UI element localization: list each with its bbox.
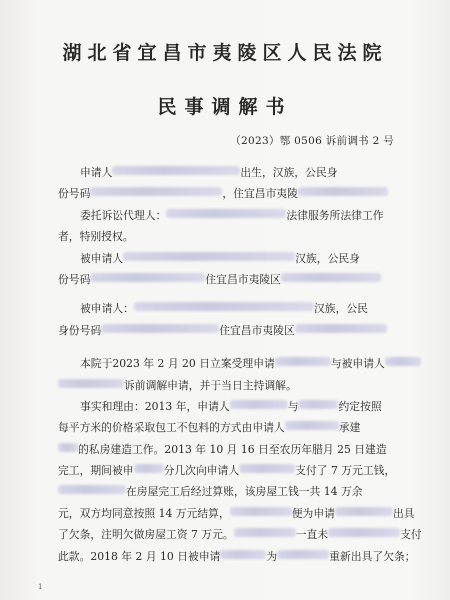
redaction bbox=[58, 443, 78, 452]
redaction bbox=[112, 166, 240, 175]
respondent-2-paragraph bbox=[58, 298, 396, 341]
redaction bbox=[275, 357, 331, 366]
redaction bbox=[234, 528, 296, 537]
redaction bbox=[385, 357, 421, 366]
text: 与 bbox=[287, 399, 299, 413]
redaction bbox=[328, 528, 400, 537]
text: 与被申请人 bbox=[330, 357, 385, 371]
redaction bbox=[101, 324, 219, 333]
text: 了欠条，注明欠做房屋工资 7 万元。 bbox=[58, 528, 234, 542]
text: 出具 bbox=[392, 506, 415, 520]
redaction bbox=[134, 464, 164, 473]
document-body bbox=[58, 162, 422, 567]
applicant-label: 申请人 bbox=[80, 166, 113, 179]
redaction bbox=[298, 187, 388, 196]
text: 委托诉讼代理人： bbox=[80, 208, 167, 222]
text: 者，特别授权。 bbox=[58, 230, 134, 244]
text: 住宜昌市夷陵区 bbox=[219, 323, 295, 337]
text: 汉族，公民 bbox=[313, 302, 368, 316]
text: 本院于2023 年 2 月 20 日立案受理申请 bbox=[80, 357, 275, 371]
text: 诉前调解申请，并于当日主持调解。 bbox=[124, 378, 297, 392]
text: 一直未 bbox=[295, 528, 329, 542]
filing-paragraph bbox=[58, 353, 396, 396]
text: ，住宜昌市夷陵 bbox=[222, 187, 298, 201]
text: 被申请人： bbox=[80, 302, 134, 316]
redaction bbox=[230, 507, 292, 516]
facts-paragraph bbox=[58, 396, 422, 567]
text: 重新出具了欠条； bbox=[329, 549, 416, 563]
redaction bbox=[123, 252, 295, 261]
text: 份号码 bbox=[58, 187, 91, 201]
redaction bbox=[134, 302, 314, 311]
text: 每平方米的价格采取包工不包料的方式由申请人 bbox=[58, 421, 285, 435]
text: 的私房建造工作。2013 年 10 月 16 日至农历年腊月 25 日建造 bbox=[78, 442, 387, 456]
page-number: 1 bbox=[38, 583, 43, 591]
redaction bbox=[90, 273, 205, 282]
agent-paragraph bbox=[58, 205, 396, 248]
case-number: （2023）鄂 0506 诉前调书 2 号 bbox=[230, 135, 394, 147]
respondent-1-paragraph bbox=[58, 248, 396, 291]
text: 约定按照 bbox=[338, 399, 382, 413]
text: 份号码 bbox=[58, 272, 91, 286]
text: 元，双方均同意按照 14 万元结算， bbox=[58, 506, 230, 520]
text: 支付了 7 万元工钱， bbox=[295, 464, 396, 478]
redaction bbox=[335, 507, 393, 516]
text: 为 bbox=[266, 549, 278, 563]
text: 支付 bbox=[400, 528, 422, 542]
text: 法律服务所法律工作 bbox=[286, 208, 384, 222]
text: 便为申请 bbox=[291, 506, 335, 520]
text: 事实和理由：2013 年，申请人 bbox=[80, 399, 230, 413]
applicant-paragraph bbox=[58, 162, 396, 205]
text: 被申请人 bbox=[80, 251, 124, 265]
text: 承建 bbox=[338, 421, 361, 435]
text: 在房屋完工后经过算账，该房屋工钱一共 14 万余 bbox=[126, 485, 363, 499]
redaction bbox=[230, 400, 288, 409]
text: 此款。2018 年 2 月 10 日被申请 bbox=[58, 549, 221, 563]
redaction bbox=[220, 550, 266, 559]
text: 分几次向申请人 bbox=[163, 464, 240, 478]
court-name: 湖北省宜昌市夷陵区人民法院 bbox=[62, 42, 388, 64]
redaction bbox=[239, 464, 295, 473]
redaction bbox=[295, 324, 387, 333]
redaction bbox=[285, 421, 339, 430]
text: 汉族，公民身 bbox=[295, 251, 360, 265]
redaction bbox=[281, 273, 381, 282]
redaction bbox=[58, 379, 124, 388]
redaction bbox=[90, 187, 222, 196]
redaction bbox=[58, 485, 126, 494]
text: 身份号码 bbox=[58, 323, 102, 337]
redaction bbox=[298, 400, 338, 409]
redaction bbox=[166, 209, 286, 218]
text: 完工，期间被申 bbox=[58, 464, 134, 478]
text: 住宜昌市夷陵区 bbox=[205, 272, 281, 286]
document-title: 民事调解书 bbox=[157, 96, 293, 118]
text: 出生，汉族，公民身 bbox=[240, 166, 338, 179]
redaction bbox=[277, 550, 329, 559]
